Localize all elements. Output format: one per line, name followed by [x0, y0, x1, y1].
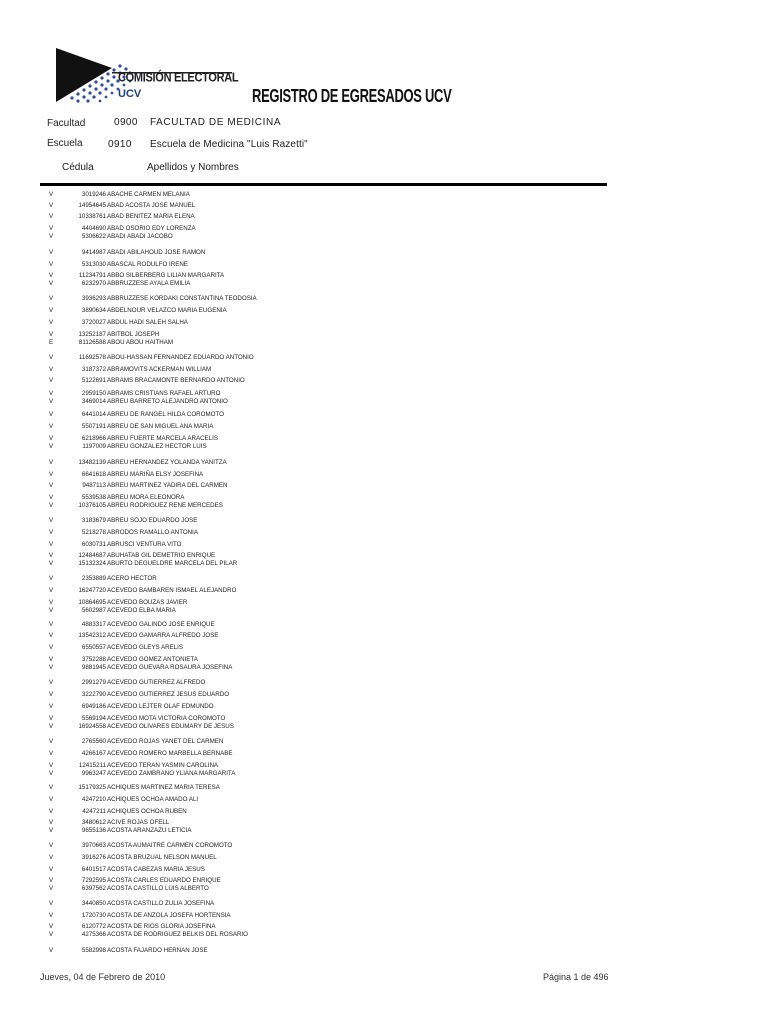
cedula-cell: 5313030 [81, 261, 106, 268]
nacionalidad-cell: V [49, 377, 54, 384]
cedula-cell: 6949186 [81, 703, 106, 710]
cedula-cell: 5122691 [81, 377, 106, 384]
nombre-cell: ACEVEDO ZAMBRANO YLIANA MARGARITA [107, 770, 236, 777]
nacionalidad-cell: V [49, 715, 54, 722]
nombre-cell: ABASCAL RODULFO IRENE [107, 261, 188, 268]
nombre-cell: ABRODOS RAMALLO ANTONIA [107, 529, 199, 536]
cedula-cell: 6218966 [81, 435, 106, 442]
nacionalidad-cell: V [49, 331, 54, 338]
nombre-cell: ABITBOL JOSEPH [107, 331, 160, 338]
cedula-cell: 5306622 [81, 233, 106, 240]
cedula-cell: 9655136 [81, 827, 106, 834]
nacionalidad-cell: V [49, 912, 54, 919]
nombre-cell: ABACHE CARMEN MELANIA [107, 191, 190, 198]
nombre-cell: ACEVEDO GOMEZ ANTONIETA [107, 656, 198, 663]
cedula-cell: 1720730 [81, 912, 106, 919]
nombre-cell: ABREU MORA ELEONORA [107, 494, 185, 501]
nacionalidad-cell: V [49, 877, 54, 884]
cedula-cell: 6550557 [81, 644, 106, 651]
nacionalidad-cell: V [49, 423, 54, 430]
nacionalidad-cell: V [49, 411, 54, 418]
nombre-cell: ABREU GONZALEZ HECTOR LUIS [107, 443, 207, 450]
nombre-cell: ABRAMS CRISTIANS RAFAEL ARTURO [107, 390, 221, 397]
nacionalidad-cell: V [49, 354, 54, 361]
nombre-cell: ACOSTA CASTILLO ZULIA JOSEFINA [107, 900, 215, 907]
cedula-cell: 9414987 [81, 249, 106, 256]
cedula-cell: 5582998 [81, 947, 106, 954]
cedula-cell: 13542312 [78, 632, 106, 639]
nombre-cell: ACHIQUES OCHOA RUBEN [107, 808, 187, 815]
nacionalidad-cell: V [49, 459, 54, 466]
cedula-cell: 5602987 [81, 607, 106, 614]
cedula-cell: 6397562 [81, 885, 106, 892]
nacionalidad-cell: V [49, 664, 54, 671]
nacionalidad-cell: V [49, 866, 54, 873]
nombre-cell: ACEVEDO ROMERO MARBELLA BERNABE [107, 750, 233, 757]
nacionalidad-cell: V [49, 703, 54, 710]
nacionalidad-cell: V [49, 261, 54, 268]
nacionalidad-cell: V [49, 435, 54, 442]
cedula-cell: 11692578 [78, 354, 106, 361]
cedula-cell: 3916276 [81, 854, 106, 861]
footer-page-number: Página 1 de 496 [543, 972, 609, 982]
cedula-cell: 3936293 [81, 295, 106, 302]
cedula-cell: 3480612 [81, 819, 106, 826]
nacionalidad-cell: V [49, 191, 54, 198]
cedula-cell: 7292595 [81, 877, 106, 884]
nombre-cell: ACEVEDO GAMARRA ALFREDO JOSE [107, 632, 219, 639]
cedula-cell: 3469014 [81, 398, 106, 405]
nacionalidad-cell: V [49, 471, 54, 478]
nombre-cell: ACIVE ROJAS OFELL [107, 819, 170, 826]
cedula-cell: 14954645 [78, 202, 106, 209]
nombre-cell: ABAD BENITEZ MARIA ELENA [107, 213, 195, 220]
nacionalidad-cell: V [49, 225, 54, 232]
cedula-cell: 6441014 [81, 411, 106, 418]
cedula-cell: 12484687 [78, 552, 106, 559]
nacionalidad-cell: V [49, 398, 54, 405]
nacionalidad-cell: V [49, 202, 54, 209]
nombre-cell: ABADI ABADI JACOBO [107, 233, 173, 240]
nombre-cell: ABREU FUERTE MARCELA ARACELIS [107, 435, 218, 442]
nombre-cell: ACOSTA FAJARDO HERNAN JOSE [107, 947, 208, 954]
nombre-cell: ACHIQUES OCHOA AMADO ALI [107, 796, 199, 803]
nacionalidad-cell: V [49, 784, 54, 791]
nombre-cell: ABREU MARIÑA ELSY JOSEFINA [107, 471, 204, 478]
nombre-cell: ABREU RODRIGUEZ RENE MERCEDES [107, 502, 223, 509]
nacionalidad-cell: V [49, 295, 54, 302]
cedula-cell: 3187372 [81, 366, 106, 373]
nacionalidad-cell: V [49, 750, 54, 757]
nombre-cell: ACEVEDO GUEVARA ROSAURA JOSEFINA [107, 664, 233, 671]
cedula-cell: 10864695 [78, 599, 106, 606]
cedula-cell: 4275366 [81, 931, 106, 938]
nombre-cell: ACEVEDO GUTIERREZ JESUS EDUARDO [107, 691, 230, 698]
cedula-cell: 6120772 [81, 923, 106, 930]
nombre-cell: ACOSTA DE RODRIGUEZ BELKIS DEL ROSARIO [107, 931, 248, 938]
nombre-cell: ABBRUZZESE KORDAKI CONSTANTINA TEODOSIA [107, 295, 257, 302]
cedula-cell: 3720027 [81, 319, 106, 326]
nacionalidad-cell: V [49, 249, 54, 256]
cedula-cell: 10376105 [78, 502, 106, 509]
cedula-cell: 5507191 [81, 423, 106, 430]
nacionalidad-cell: V [49, 947, 54, 954]
nacionalidad-cell: V [49, 679, 54, 686]
cedula-cell: 10338761 [78, 213, 106, 220]
nacionalidad-cell: V [49, 213, 54, 220]
nombre-cell: ABREU MARTINEZ YADIRA DEL CARMEN [107, 482, 228, 489]
nacionalidad-cell: V [49, 607, 54, 614]
nombre-cell: ABRAMS BRACAMONTE BERNARDO ANTONIO [107, 377, 245, 384]
nacionalidad-cell: V [49, 931, 54, 938]
nombre-cell: ACEVEDO GUTIERREZ ALFREDO [107, 679, 206, 686]
cedula-cell: 3970663 [81, 842, 106, 849]
cedula-cell: 5569194 [81, 715, 106, 722]
nombre-cell: ACEVEDO OLIVARES EDUMARY DE JESUS [107, 723, 234, 730]
nombre-cell: ACOSTA CABEZAS MARIA JESUS [107, 866, 205, 873]
nacionalidad-cell: V [49, 319, 54, 326]
nombre-cell: ACEVEDO MOTA VICTORIA COROMOTO [107, 715, 226, 722]
logo-subtitle: UCV [118, 88, 142, 100]
nacionalidad-cell: V [49, 854, 54, 861]
nombre-cell: ACEVEDO GLEYS ARELIS [107, 644, 183, 651]
nacionalidad-cell: V [49, 923, 54, 930]
cedula-cell: 12415211 [78, 762, 106, 769]
nacionalidad-cell: V [49, 366, 54, 373]
nacionalidad-cell: V [49, 723, 54, 730]
cedula-cell: 15132324 [78, 560, 106, 567]
nombre-cell: ABADI ABILAHOUD JOSE RAMON [107, 249, 206, 256]
cedula-cell: 2353889 [81, 575, 106, 582]
nombre-cell: ACEVEDO GALINDO JOSE ENRIQUE [107, 621, 215, 628]
cedula-cell: 4247210 [81, 796, 106, 803]
nombre-cell: ACEVEDO LEJTER OLAF EDMUNDO [107, 703, 214, 710]
nacionalidad-cell: V [49, 621, 54, 628]
nombre-cell: ABUHATAB GIL DEMETRIO ENRIQUE [107, 552, 216, 559]
nombre-cell: ABOU ABOU HAITHAM [107, 339, 174, 346]
cedula-cell: 3752288 [81, 656, 106, 663]
cedula-cell: 2991279 [81, 679, 106, 686]
nombre-cell: ACOSTA CASTILLO LUIS ALBERTO [107, 885, 209, 892]
nacionalidad-cell: V [49, 482, 54, 489]
nacionalidad-cell: V [49, 819, 54, 826]
nombre-cell: ABREU HERNANDEZ YOLANDA YANITZA [107, 459, 227, 466]
nombre-cell: ACOSTA CARLES EDUARDO ENRIQUE [107, 877, 221, 884]
cedula-cell: 6641618 [81, 471, 106, 478]
cedula-cell: 4404690 [81, 225, 106, 232]
nombre-cell: ABREU BARRETO ALEJANDRO ANTONIO [107, 398, 228, 405]
nacionalidad-cell: V [49, 900, 54, 907]
cedula-cell: 9963247 [81, 770, 106, 777]
cedula-cell: 2765560 [81, 738, 106, 745]
nacionalidad-cell: V [49, 529, 54, 536]
nacionalidad-cell: V [49, 541, 54, 548]
cedula-cell: 4883317 [81, 621, 106, 628]
logo-title: COMISIÓN ELECTORAL [118, 71, 239, 85]
cedula-cell: 15179325 [78, 784, 106, 791]
nombre-cell: ABAD OSORIO EDY LORENZA [107, 225, 196, 232]
nacionalidad-cell: V [49, 644, 54, 651]
nacionalidad-cell: V [49, 517, 54, 524]
cedula-cell: 3222790 [81, 691, 106, 698]
nacionalidad-cell: V [49, 691, 54, 698]
header-divider [40, 183, 607, 186]
nacionalidad-cell: V [49, 827, 54, 834]
escuela-label: Escuela [47, 138, 83, 149]
cedula-cell: 11234791 [78, 272, 106, 279]
cedula-cell: 5218278 [81, 529, 106, 536]
cedula-cell: 13252187 [78, 331, 106, 338]
nombre-cell: ABDELNOUR VELAZCO MARIA EUGENIA [107, 307, 227, 314]
nombre-cell: ABOU-HASSAN FERNANDEZ EDUARDO ANTONIO [107, 354, 254, 361]
nacionalidad-cell: V [49, 494, 54, 501]
nombre-cell: ABURTO DEGUELDRE MARCELA DEL PILAR [107, 560, 238, 567]
nacionalidad-cell: V [49, 656, 54, 663]
nombre-cell: ABDUL HADI SALEH SALHA [107, 319, 188, 326]
cedula-cell: 9487113 [82, 482, 106, 489]
cedula-cell: 3019246 [81, 191, 106, 198]
cedula-cell: 16924558 [78, 723, 106, 730]
nombre-cell: ACEVEDO ROJAS YANET DEL CARMEN [107, 738, 224, 745]
facultad-label: Facultad [47, 118, 86, 129]
cedula-cell: 6401517 [81, 866, 106, 873]
nacionalidad-cell: V [49, 552, 54, 559]
nacionalidad-cell: V [49, 560, 54, 567]
nacionalidad-cell: V [49, 842, 54, 849]
cedula-cell: 13482139 [78, 459, 106, 466]
column-header-cedula: Cédula [62, 162, 94, 173]
cedula-cell: 5539538 [81, 494, 106, 501]
nombre-cell: ABBO SILBERBERG LILIAN MARGARITA [107, 272, 225, 279]
nombre-cell: ACEVEDO ELBA MARIA [107, 607, 176, 614]
cedula-cell: 3890634 [81, 307, 106, 314]
nacionalidad-cell: V [49, 632, 54, 639]
nombre-cell: ACOSTA DE ANZOLA JOSEFA HORTENSIA [107, 912, 231, 919]
nacionalidad-cell: V [49, 885, 54, 892]
cedula-cell: 3183679 [81, 517, 106, 524]
nombre-cell: ABREU DE RANGEL HILDA COROMOTO [107, 411, 224, 418]
nacionalidad-cell: V [49, 738, 54, 745]
nacionalidad-cell: V [49, 599, 54, 606]
facultad-code: 0900 [114, 117, 138, 128]
nombre-cell: ABAD ACOSTA JOSE MANUEL [107, 202, 196, 209]
nombre-cell: ABRAMOVITS ACKERMAN WILLIAM [107, 366, 212, 373]
cedula-cell: 2959150 [81, 390, 106, 397]
nacionalidad-cell: E [49, 339, 54, 346]
escuela-name: Escuela de Medicina "Luis Razetti" [150, 139, 308, 150]
nombre-cell: ABBRUZZESE AYALA EMILIA [107, 280, 191, 287]
nacionalidad-cell: V [49, 575, 54, 582]
nacionalidad-cell: V [49, 587, 54, 594]
nacionalidad-cell: V [49, 233, 54, 240]
page-title: REGISTRO DE EGRESADOS UCV [252, 86, 452, 106]
nacionalidad-cell: V [49, 390, 54, 397]
cedula-cell: 6232970 [81, 280, 106, 287]
cedula-cell: 81126588 [78, 339, 106, 346]
nombre-cell: ACOSTA DE RIOS GLORIA JOSEFINA [107, 923, 216, 930]
nombre-cell: ACOSTA BRUZUAL NELSON MANUEL [107, 854, 217, 861]
nombre-cell: ACEVEDO BAMBAREN ISMAEL ALEJANDRO [107, 587, 237, 594]
nacionalidad-cell: V [49, 272, 54, 279]
nombre-cell: ACEVEDO BOUZAS JAVIER [107, 599, 188, 606]
nacionalidad-cell: V [49, 808, 54, 815]
escuela-code: 0910 [108, 139, 132, 150]
cedula-cell: 4247211 [82, 808, 106, 815]
cedula-cell: 4266167 [81, 750, 106, 757]
cedula-cell: 9881945 [81, 664, 106, 671]
nombre-cell: ACEVEDO TERAN YASMIN CAROLINA [107, 762, 219, 769]
nacionalidad-cell: V [49, 796, 54, 803]
nombre-cell: ACERO HECTOR [107, 575, 157, 582]
cedula-cell: 3440850 [81, 900, 106, 907]
nombre-cell: ACOSTA ARANZAZU LETICIA [107, 827, 192, 834]
facultad-name: FACULTAD DE MEDICINA [150, 117, 282, 128]
column-header-nombres: Apellidos y Nombres [147, 162, 239, 173]
nombre-cell: ACHIQUES MARTINEZ MARIA TERESA [107, 784, 220, 791]
nacionalidad-cell: V [49, 307, 54, 314]
nombre-cell: ABRUSCI VENTURA VITO [107, 541, 182, 548]
nacionalidad-cell: V [49, 443, 54, 450]
nombre-cell: ACOSTA AUMAITRE CARMEN COROMOTO [107, 842, 233, 849]
nacionalidad-cell: V [49, 762, 54, 769]
nombre-cell: ABREU SOJO EDUARDO JOSE [107, 517, 198, 524]
nacionalidad-cell: V [49, 770, 54, 777]
nacionalidad-cell: V [49, 502, 54, 509]
cedula-cell: 16247720 [78, 587, 106, 594]
nacionalidad-cell: V [49, 280, 54, 287]
footer-date: Jueves, 04 de Febrero de 2010 [40, 972, 166, 982]
cedula-cell: 1197009 [82, 443, 106, 450]
cedula-cell: 6030731 [81, 541, 106, 548]
nombre-cell: ABREU DE SAN MIGUEL ANA MARIA [107, 423, 214, 430]
